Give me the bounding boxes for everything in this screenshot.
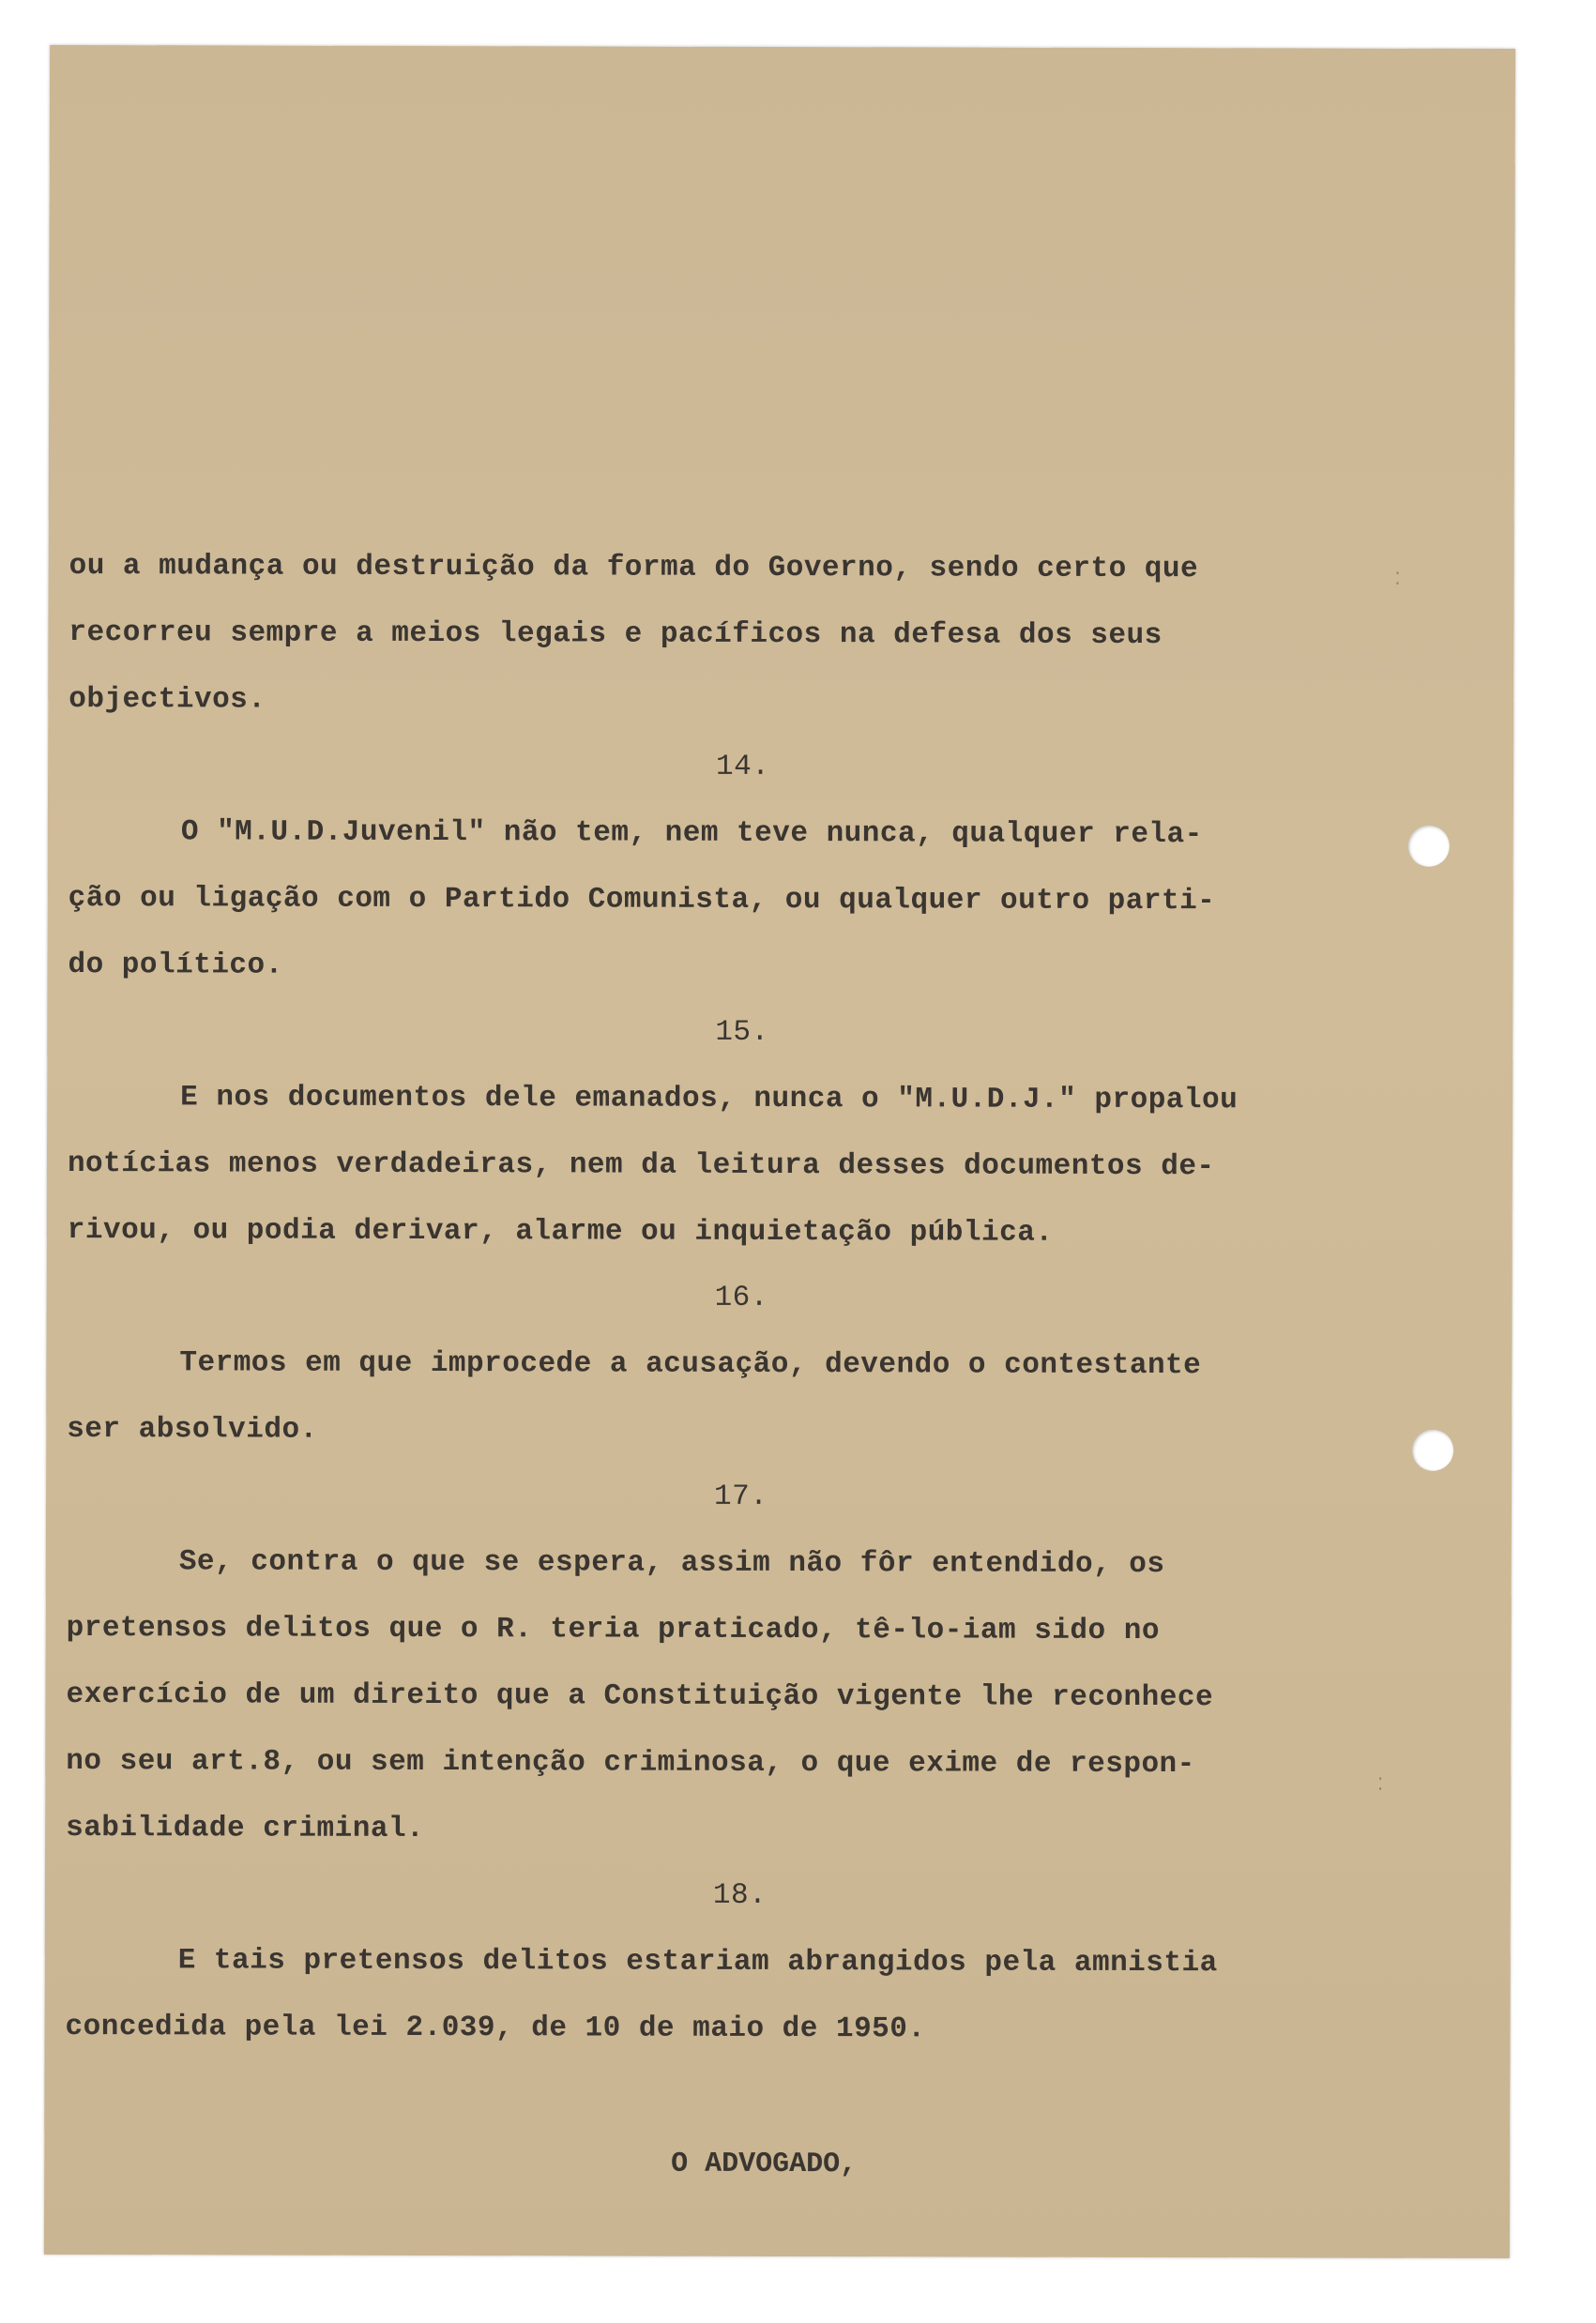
text-line: Termos em que improcede a acusação, devendo o contestante (179, 1346, 1202, 1383)
text-line: notícias menos verdadeiras, nem da leitura desses documentos de- (67, 1147, 1215, 1184)
typewritten-page (44, 45, 1515, 2258)
text-line: Se, contra o que se espera, assim não fôr entendido, os (178, 1545, 1165, 1582)
text-line: recorreu sempre a meios legais e pacíficos na defesa dos seus (68, 616, 1163, 653)
punch-hole (1408, 826, 1450, 867)
text-line: rivou, ou podia derivar, alarme ou inquietação pública. (67, 1214, 1054, 1250)
text-line: ou a mudança ou destruição da forma do Governo, sendo certo que (68, 550, 1199, 586)
text-line: O "M.U.D.Juvenil" não tem, nem teve nunca, qualquer rela- (180, 815, 1203, 852)
signature-line: O ADVOGADO, (671, 2148, 858, 2181)
text-line: E nos documentos dele emanados, nunca o "M.U.D.J." propalou (180, 1081, 1239, 1117)
section-number: 16. (714, 1281, 768, 1314)
text-line: ser absolvido. (67, 1413, 318, 1447)
section-number: 14. (716, 750, 770, 783)
text-line: do político. (68, 949, 283, 982)
section-number: 18. (712, 1878, 768, 1912)
text-line: no seu art.8, ou sem intenção criminosa, o que exime de respon- (66, 1745, 1195, 1782)
section-number: 15. (715, 1015, 769, 1049)
text-line: ção ou ligação com o Partido Comunista, ou qualquer outro parti- (68, 882, 1216, 919)
document-body (65, 533, 1345, 2064)
text-line: objectivos. (68, 683, 266, 717)
text-line: exercício de um direito que a Constituição vigente lhe reconhece (66, 1678, 1214, 1715)
text-line: concedida pela lei 2.039, de 10 de maio de 1950. (65, 2011, 926, 2046)
section-number: 17. (713, 1480, 768, 1513)
text-line: E tais pretensos delitos estariam abrangidos pela amnistia (177, 1944, 1218, 1981)
text-line: pretensos delitos que o R. teria praticado, tê-lo-iam sido no (66, 1612, 1161, 1648)
text-line: sabilidade criminal. (66, 1812, 425, 1846)
punch-hole (1412, 1430, 1453, 1471)
margin-smudge: ⁚ (1394, 570, 1401, 590)
margin-smudge: ⁚ (1377, 1776, 1383, 1796)
